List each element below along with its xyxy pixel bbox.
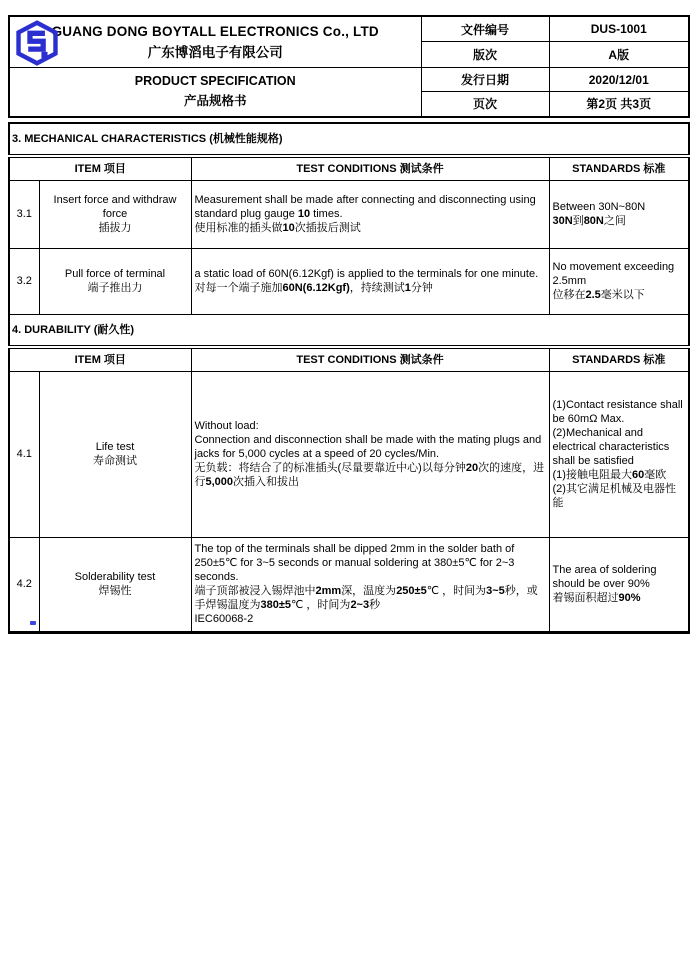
row-number: 3.2 [9,248,39,314]
row-number: 4.1 [9,371,39,537]
section-title-row [9,314,689,347]
meta-label-doc-number: 文件编号 [421,16,549,42]
conditions-cell: Without load: Connection and disconnection shall be made with the mating plugs and jacks for 5,000 cycles at a speed of 20 cycles/Min. 无负载：将结合了的标准插头(尽量要靠近中心)以每分钟20次的速度，进行5,000次插入和拔出 [191,371,549,537]
standards-cell: No movement exceeding 2.5mm 位移在2.5毫米以下 [549,248,689,314]
meta-value-issue-date: 2020/12/01 [549,68,689,92]
product-spec-title-en: PRODUCT SPECIFICATION [134,74,296,89]
column-header-conditions: TEST CONDITIONS 测试条件 [191,156,549,181]
section-title: 4. DURABILITY (耐久性) [9,314,689,347]
item-cell: Insert force and withdraw force 插拔力 [39,180,191,248]
meta-value-page: 第2页 共3页 [549,92,689,117]
spec-row-3.1 [9,180,689,248]
meta-label-page: 页次 [421,92,549,117]
product-spec-title-cn: 产品规格书 [183,94,247,109]
doc-header-table [8,15,690,118]
column-header-conditions: TEST CONDITIONS 测试条件 [191,347,549,372]
conditions-cell: The top of the terminals shall be dipped 2mm in the solder bath of 250±5℃ for 3~5 seconds or manual soldering at 380±5℃ for 2~3 seconds. 端子顶部被浸入锡焊池中2mm深，温度为250±5℃ ，时间为3~5秒，或手焊锡温度为380±5℃ ，时间为2~3秒 IEC60068-2 [191,537,549,632]
column-header-row [9,347,689,372]
row-number: 4.2 [9,537,39,632]
section-title-row [9,123,689,156]
spec-row-4.2 [9,537,689,632]
meta-value-doc-number: DUS-1001 [549,16,689,42]
company-name-cn: 广东博滔电子有限公司 [147,44,283,60]
conditions-cell: Measurement shall be made after connecting and disconnecting using standard plug gauge 10 times. 使用标准的插头做10次插拔后测试 [191,180,549,248]
product-spec-title-cell [9,68,421,117]
spec-table-body [9,123,689,633]
meta-label-issue-date: 发行日期 [421,68,549,92]
column-header-item: ITEM 项目 [9,347,191,372]
company-name-en: GUANG DONG BOYTALL ELECTRONICS Co., LTD [51,23,379,39]
company-cell [9,16,421,68]
column-header-item: ITEM 项目 [9,156,191,181]
item-cell: Pull force of terminal 端子推出力 [39,248,191,314]
specification-document [8,15,688,634]
spec-row-3.2 [9,248,689,314]
conditions-cell: a static load of 60N(6.12Kgf) is applied to the terminals for one minute. 对每一个端子施加60N(6.12Kgf)，持续测试1分钟 [191,248,549,314]
spec-table [8,122,690,634]
item-cell: Life test 寿命测试 [39,371,191,537]
company-name-block [12,24,419,61]
row-number: 3.1 [9,180,39,248]
meta-label-version: 版次 [421,42,549,68]
meta-value-version: A版 [549,42,689,68]
column-header-standards: STANDARDS 标准 [549,347,689,372]
column-header-standards: STANDARDS 标准 [549,156,689,181]
item-cell: Solderability test 焊锡性 [39,537,191,632]
stray-blue-mark [30,621,36,625]
section-title: 3. MECHANICAL CHARACTERISTICS (机械性能规格) [9,123,689,156]
standards-cell: (1)Contact resistance shall be 60mΩ Max. (2)Mechanical and electrical characteristics shall be satisfied (1)接触电阻最大60毫欧 (2)其它满足机械及电器性能 [549,371,689,537]
spec-row-4.1 [9,371,689,537]
column-header-row [9,156,689,181]
standards-cell: The area of soldering should be over 90% 着锡面积超过90% [549,537,689,632]
standards-cell: Between 30N~80N 30N到80N之间 [549,180,689,248]
company-logo-icon [15,20,59,66]
